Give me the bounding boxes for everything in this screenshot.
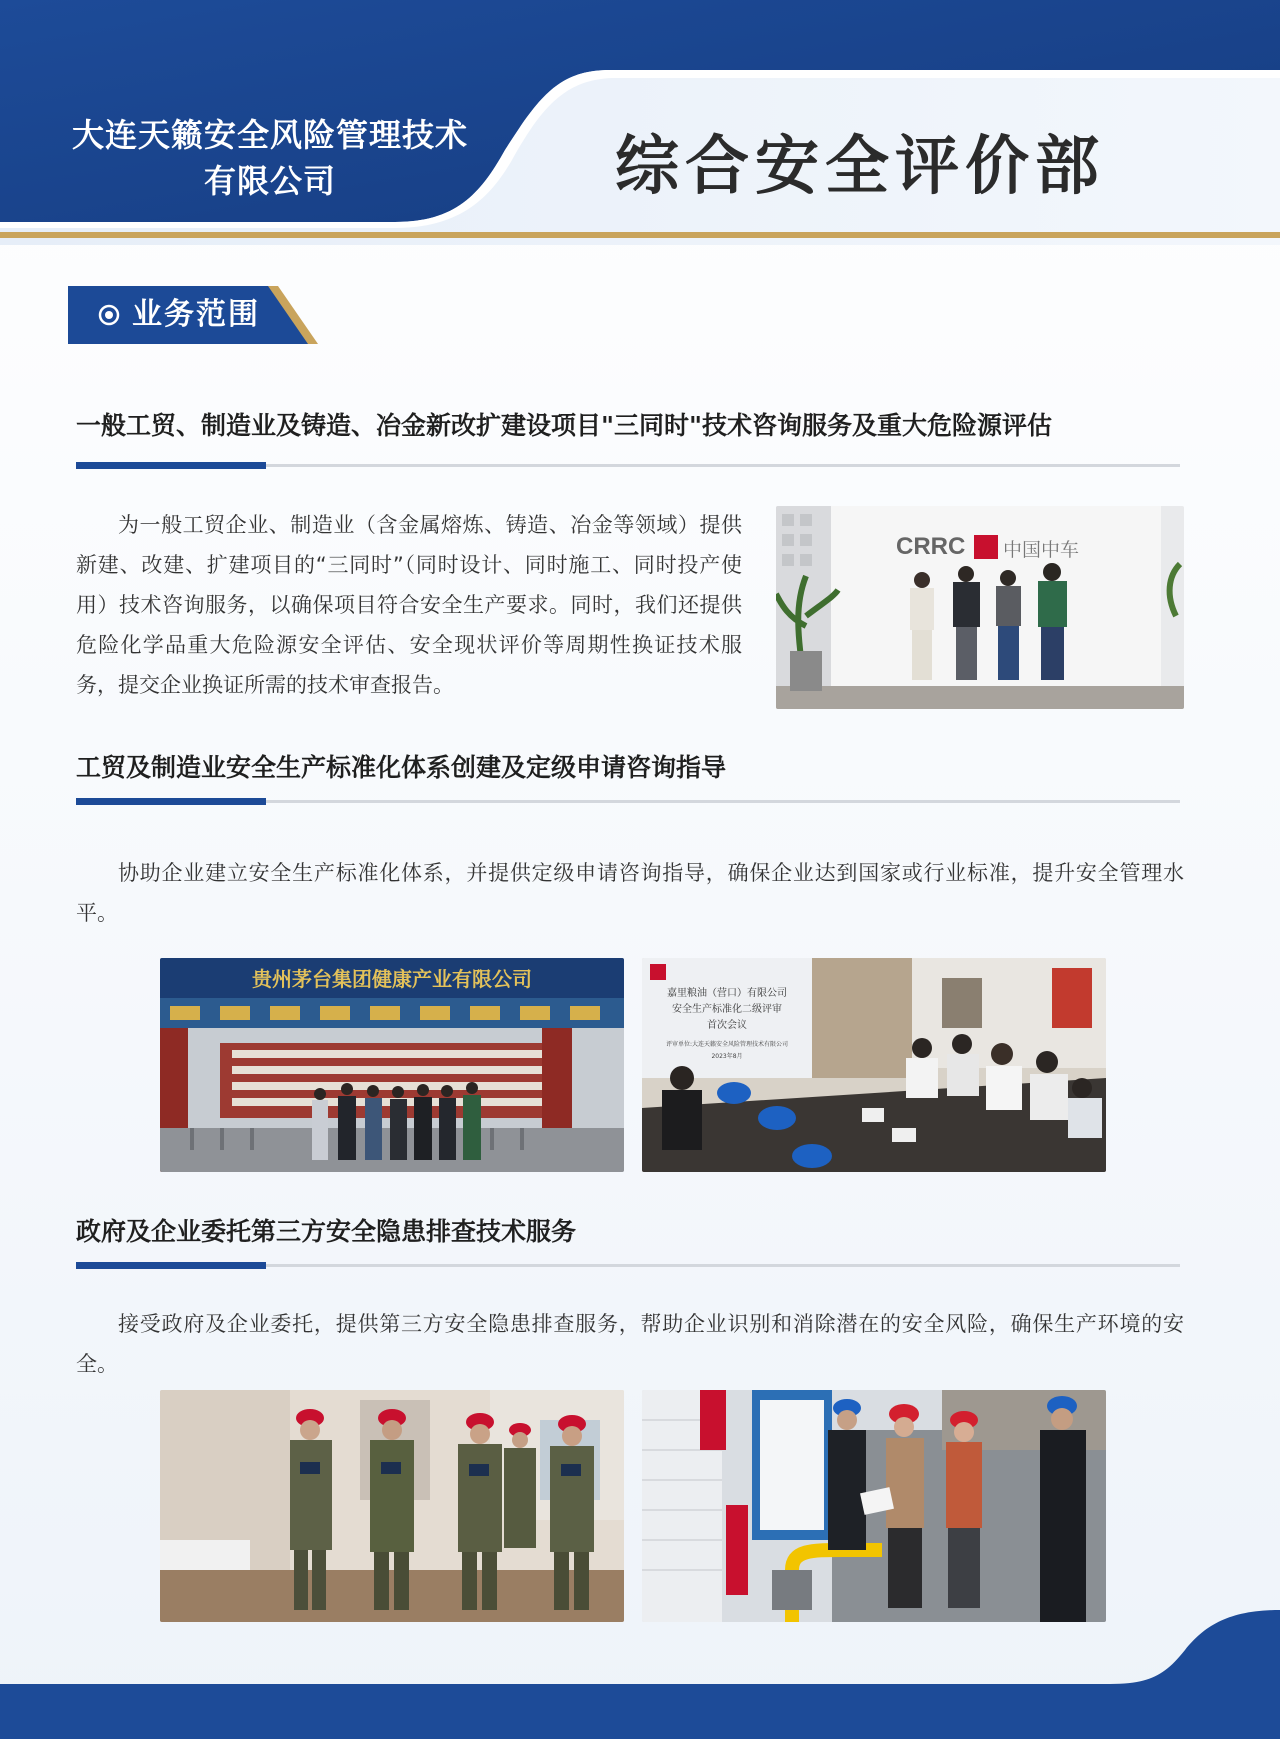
service-3-rule: [76, 1262, 1180, 1268]
svg-text:中国中车: 中国中车: [1003, 539, 1080, 561]
screen-line4: 评审单位:大连天籁安全风险管理技术有限公司: [665, 1041, 789, 1048]
target-circle-icon: [98, 304, 120, 326]
moutai-sign-text: 贵州茅台集团健康产业有限公司: [252, 967, 532, 991]
section-tag-label: 业务范围: [132, 297, 260, 332]
service-2-rule: [76, 798, 1180, 804]
company-name-line2: 有限公司: [203, 162, 336, 200]
service-1-description: 为一般工贸企业、制造业（含金属熔炼、铸造、冶金等领域）提供新建、改建、扩建项目的“三同时”（同时设计、同时施工、同时投产使用）技术咨询服务，以确保项目符合安全生产要求。同时，我们还提供危险化学品重大危险源安全评估、安全现状评价等周期性换证技术服务，提交企业换证所需的技术审查报告。: [76, 513, 742, 697]
company-name-line1: 大连天籁安全风险管理技术: [71, 116, 468, 154]
footer-banner: [0, 1600, 1280, 1739]
photo-moutai-gate: [160, 958, 624, 1172]
service-3-description: 接受政府及企业委托，提供第三方安全隐患排查服务，帮助企业识别和消除潜在的安全风险，确保生产环境的安全。: [76, 1312, 1184, 1376]
service-1-title: 一般工贸、制造业及铸造、冶金新改扩建设项目"三同时"技术咨询服务及重大危险源评估: [76, 411, 1053, 440]
service-1-rule: [76, 462, 1180, 468]
department-title: 综合安全评价部: [615, 130, 1105, 204]
section-tag: [68, 286, 318, 344]
service-2-description: 协助企业建立安全生产标准化体系，并提供定级申请咨询指导，确保企业达到国家或行业标准，提升安全管理水平。: [76, 861, 1184, 925]
screen-line5: 2023年8月: [711, 1053, 743, 1060]
svg-text:CRRC: CRRC: [896, 533, 966, 560]
photo-crrc-visit: [776, 506, 1184, 709]
screen-line2: 安全生产标准化二级评审: [672, 1004, 782, 1015]
company-name: [40, 112, 500, 204]
screen-line1: 嘉里粮油（营口）有限公司: [667, 988, 787, 999]
photo-mine-rescue-team: [160, 1390, 624, 1622]
photo-review-meeting: [642, 958, 1106, 1172]
service-3-title: 政府及企业委托第三方安全隐患排查技术服务: [76, 1217, 577, 1246]
photo-site-inspection: [642, 1390, 1106, 1622]
screen-line3: 首次会议: [707, 1020, 747, 1031]
service-2-title: 工贸及制造业安全生产标准化体系创建及定级申请咨询指导: [76, 753, 727, 782]
